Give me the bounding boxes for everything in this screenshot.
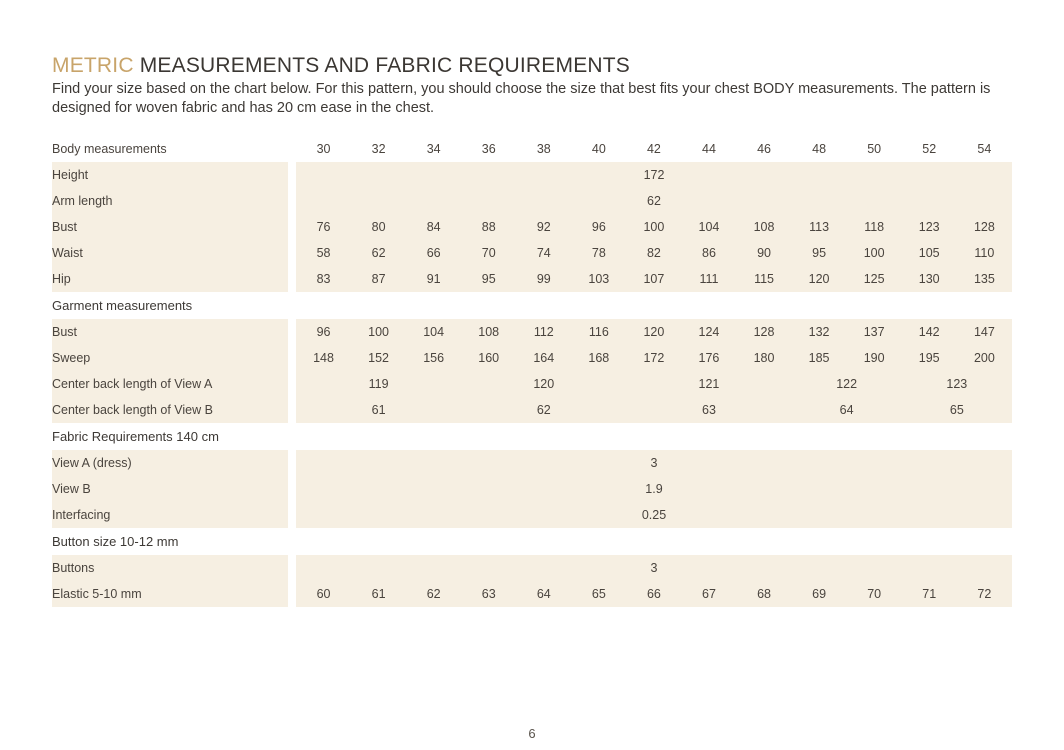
row-label: Body measurements [52,136,288,162]
row-label: Center back length of View B [52,397,288,423]
value-cell: 172 [296,162,1012,188]
table-row [52,555,1012,581]
row-label: Elastic 5-10 mm [52,581,288,607]
spacer-cell [288,240,296,266]
value-cell: 3 [296,555,1012,581]
spacer-cell [288,502,296,528]
value-cell: 96 [296,319,351,345]
value-cell: 78 [571,240,626,266]
table-row [52,502,1012,528]
value-cell: 116 [571,319,626,345]
size-header-cell: 34 [406,136,461,162]
spacer-cell [288,266,296,292]
value-cell: 122 [792,371,902,397]
measurements-table [52,136,1012,607]
spacer-cell [288,214,296,240]
value-cell: 124 [681,319,736,345]
row-label: Arm length [52,188,288,214]
value-cell: 112 [516,319,571,345]
value-cell: 71 [902,581,957,607]
value-cell: 61 [296,397,461,423]
table-row [52,476,1012,502]
value-cell: 128 [737,319,792,345]
value-cell: 123 [902,214,957,240]
value-cell: 63 [461,581,516,607]
value-cell: 70 [847,581,902,607]
value-cell: 64 [516,581,571,607]
value-cell: 91 [406,266,461,292]
value-cell: 119 [296,371,461,397]
value-cell: 84 [406,214,461,240]
value-cell: 61 [351,581,406,607]
value-cell: 92 [516,214,571,240]
title-metric: METRIC [52,54,134,77]
value-cell: 1.9 [296,476,1012,502]
size-header-cell: 40 [571,136,626,162]
table-row [52,450,1012,476]
size-header-cell: 52 [902,136,957,162]
value-cell: 142 [902,319,957,345]
value-cell: 190 [847,345,902,371]
section-label: Garment measurements [52,292,1012,319]
size-header-cell: 46 [737,136,792,162]
value-cell: 64 [792,397,902,423]
size-header-cell: 54 [957,136,1012,162]
table-row [52,371,1012,397]
value-cell: 100 [626,214,681,240]
value-cell: 68 [737,581,792,607]
value-cell: 200 [957,345,1012,371]
spacer-cell [288,162,296,188]
table-row [52,188,1012,214]
value-cell: 148 [296,345,351,371]
row-label: Buttons [52,555,288,581]
size-header-cell: 48 [792,136,847,162]
table-row [52,240,1012,266]
value-cell: 82 [626,240,681,266]
table-row [52,345,1012,371]
section-label: Button size 10-12 mm [52,528,1012,555]
size-header-cell: 38 [516,136,571,162]
value-cell: 76 [296,214,351,240]
row-label: View B [52,476,288,502]
spacer-cell [288,371,296,397]
value-cell: 72 [957,581,1012,607]
title-rest: MEASUREMENTS AND FABRIC REQUIREMENTS [133,54,630,77]
value-cell: 147 [957,319,1012,345]
value-cell: 121 [626,371,791,397]
value-cell: 95 [461,266,516,292]
value-cell: 86 [681,240,736,266]
table-header-row [52,136,1012,162]
value-cell: 176 [681,345,736,371]
spacer-cell [288,555,296,581]
value-cell: 65 [571,581,626,607]
value-cell: 123 [902,371,1012,397]
spacer-cell [288,136,296,162]
value-cell: 107 [626,266,681,292]
page-title [52,54,630,78]
row-label: Bust [52,319,288,345]
spacer-cell [288,581,296,607]
section-header-row [52,423,1012,450]
value-cell: 137 [847,319,902,345]
value-cell: 95 [792,240,847,266]
value-cell: 120 [461,371,626,397]
spacer-cell [288,188,296,214]
value-cell: 164 [516,345,571,371]
value-cell: 120 [792,266,847,292]
value-cell: 111 [681,266,736,292]
row-label: Hip [52,266,288,292]
spacer-cell [288,397,296,423]
value-cell: 185 [792,345,847,371]
value-cell: 69 [792,581,847,607]
value-cell: 66 [626,581,681,607]
value-cell: 62 [461,397,626,423]
spacer-cell [288,450,296,476]
value-cell: 195 [902,345,957,371]
row-label: Waist [52,240,288,266]
size-header-cell: 50 [847,136,902,162]
value-cell: 62 [351,240,406,266]
value-cell: 168 [571,345,626,371]
value-cell: 58 [296,240,351,266]
value-cell: 156 [406,345,461,371]
size-header-cell: 42 [626,136,681,162]
spacer-cell [288,345,296,371]
value-cell: 132 [792,319,847,345]
value-cell: 120 [626,319,681,345]
table-row [52,214,1012,240]
value-cell: 130 [902,266,957,292]
row-label: Bust [52,214,288,240]
table-row [52,162,1012,188]
size-header-cell: 32 [351,136,406,162]
value-cell: 70 [461,240,516,266]
value-cell: 160 [461,345,516,371]
value-cell: 103 [571,266,626,292]
table-row [52,397,1012,423]
value-cell: 62 [406,581,461,607]
value-cell: 105 [902,240,957,266]
value-cell: 104 [406,319,461,345]
value-cell: 100 [351,319,406,345]
value-cell: 88 [461,214,516,240]
value-cell: 128 [957,214,1012,240]
value-cell: 87 [351,266,406,292]
value-cell: 100 [847,240,902,266]
spacer-cell [288,319,296,345]
value-cell: 99 [516,266,571,292]
value-cell: 90 [737,240,792,266]
value-cell: 63 [626,397,791,423]
value-cell: 152 [351,345,406,371]
size-header-cell: 36 [461,136,516,162]
size-header-cell: 30 [296,136,351,162]
row-label: Height [52,162,288,188]
size-header-cell: 44 [681,136,736,162]
page-number: 6 [528,726,536,741]
value-cell: 118 [847,214,902,240]
value-cell: 108 [737,214,792,240]
value-cell: 104 [681,214,736,240]
row-label: Sweep [52,345,288,371]
value-cell: 180 [737,345,792,371]
value-cell: 113 [792,214,847,240]
row-label: View A (dress) [52,450,288,476]
value-cell: 67 [681,581,736,607]
value-cell: 135 [957,266,1012,292]
value-cell: 96 [571,214,626,240]
value-cell: 108 [461,319,516,345]
value-cell: 62 [296,188,1012,214]
value-cell: 66 [406,240,461,266]
section-header-row [52,292,1012,319]
row-label: Interfacing [52,502,288,528]
value-cell: 60 [296,581,351,607]
spacer-cell [288,476,296,502]
value-cell: 65 [902,397,1012,423]
value-cell: 172 [626,345,681,371]
value-cell: 0.25 [296,502,1012,528]
row-label: Center back length of View A [52,371,288,397]
intro-paragraph: Find your size based on the chart below. For this pattern, you should choose the size that best fits your chest BODY measurements. The pattern is designed for woven fabric and has 20 cm ease in the chest. [52,81,991,116]
table-row [52,266,1012,292]
section-header-row [52,528,1012,555]
value-cell: 110 [957,240,1012,266]
value-cell: 74 [516,240,571,266]
value-cell: 125 [847,266,902,292]
value-cell: 115 [737,266,792,292]
value-cell: 83 [296,266,351,292]
value-cell: 80 [351,214,406,240]
value-cell: 3 [296,450,1012,476]
table-row [52,581,1012,607]
table-row [52,319,1012,345]
section-label: Fabric Requirements 140 cm [52,423,1012,450]
